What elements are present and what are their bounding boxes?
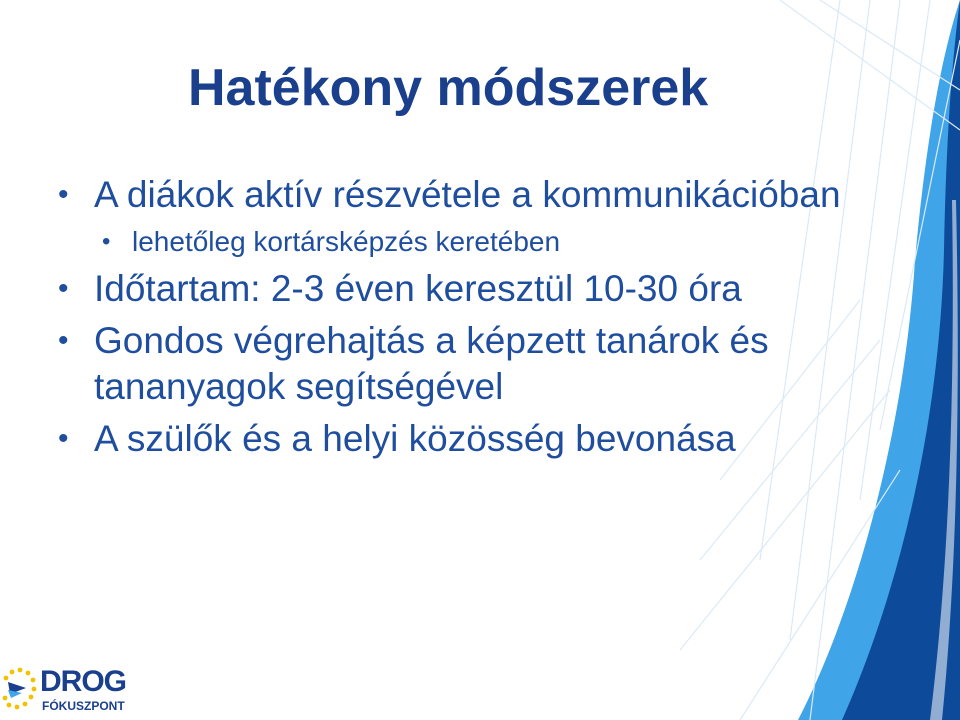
logo-subtitle: FÓKUSZPONT bbox=[42, 699, 125, 713]
bullet-item: • A szülők és a helyi közösség bevonása bbox=[56, 416, 876, 462]
logo-wordmark: DROG bbox=[40, 665, 126, 698]
bullet-item: • Gondos végrehajtás a képzett tanárok és tananyagok segítségével bbox=[56, 318, 876, 410]
sub-bullet-item: • lehetőleg kortársképzés keretében bbox=[100, 222, 876, 262]
bullet-list bbox=[56, 172, 876, 468]
bullet-item: • A diákok aktív részvétele a kommunikációban bbox=[56, 172, 876, 218]
bullet-item: • Időtartam: 2-3 éven keresztül 10-30 óra bbox=[56, 266, 876, 312]
slide-title: Hatékony módszerek bbox=[188, 59, 709, 117]
arrow-mark-icon bbox=[8, 682, 26, 698]
